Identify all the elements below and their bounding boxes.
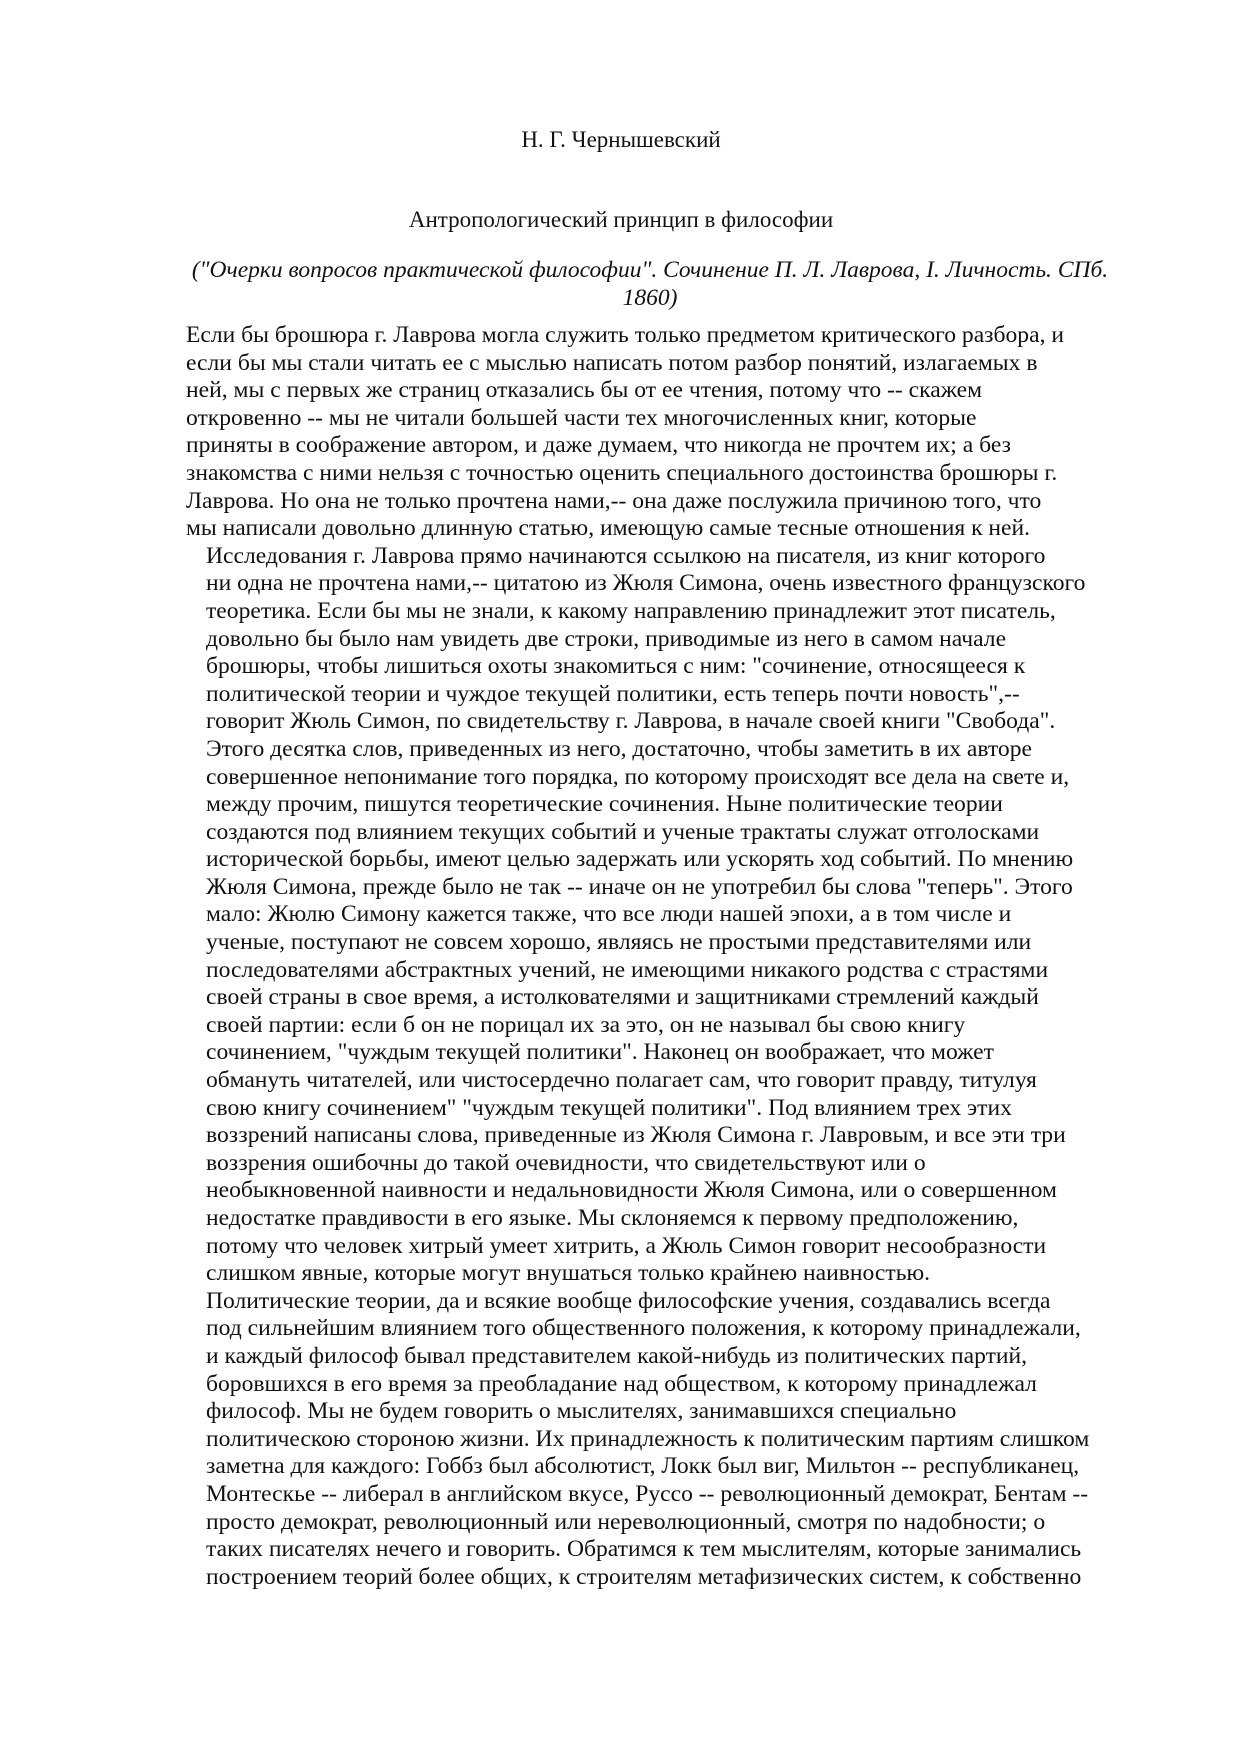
text-line: слишком явные, которые могут внушаться только крайнею наивностью. — [206, 1260, 930, 1287]
text-line: воззрения ошибочны до такой очевидности, что свидетельствуют или о — [206, 1149, 926, 1176]
paragraph — [186, 322, 1132, 543]
subtitle-line: СПб. 1860) — [622, 257, 1109, 311]
text-line: ни одна не прочтена нами,-- цитатою из Жюля Симона, очень известного французского — [206, 570, 1086, 597]
text-line: недостатке правдивости в его языке. Мы склоняемся к первому предположению, — [206, 1205, 1019, 1231]
text-line: боровшихся в его время за преобладание над обществом, к которому принадлежал — [206, 1370, 1037, 1397]
text-line: Этого десятка слов, приведенных из него, достаточно, чтобы заметить в их авторе — [206, 735, 1032, 762]
text-line: довольно бы было нам увидеть две строки, приводимые из него в самом начале — [206, 625, 1007, 652]
text-line: последователями абстрактных учений, не имеющими никакого родства с страстями — [206, 956, 1049, 983]
text-line: построением теорий более общих, к строителям метафизических систем, к собственно — [206, 1563, 1082, 1590]
text-line: воззрений написаны слова, приведенные из Жюля Симона г. Лавровым, и все эти три — [206, 1122, 1066, 1149]
text-line: Жюля Симона, прежде было не так -- иначе он не употребил бы слова "теперь". Этого — [206, 873, 1073, 900]
text-line: Монтескье -- либерал в английском вкусе, Руссо -- революционный демократ, Бентам -- — [206, 1480, 1089, 1507]
text-line: исторической борьбы, имеют целью задержать или ускорять ход событий. По мнению — [206, 846, 1074, 873]
text-line: Если бы брошюра г. Лаврова могла служить только предметом критического разбора, и — [186, 322, 1064, 348]
text-line: сочинением, "чуждым текущей политики". Наконец он воображает, что может — [206, 1039, 994, 1066]
text-line: создаются под влиянием текущих событий и ученые трактаты служат отголосками — [206, 818, 1040, 845]
text-line: необыкновенной наивности и недальновидности Жюля Симона, или о совершенном — [206, 1177, 1057, 1204]
text-line: Исследования г. Лаврова прямо начинаются ссылкою на писателя, из книг которого — [206, 542, 1046, 569]
text-line: приняты в соображение автором, и даже думаем, что никогда не прочтем их; а без — [186, 432, 1011, 459]
text-line: своей страны в свое время, а истолкователями и защитниками стремлений каждый — [206, 984, 1039, 1011]
text-line: откровенно -- мы не читали большей части тех многочисленных книг, которые — [186, 404, 977, 431]
text-line: таких писателях нечего и говорить. Обратимся к тем мыслителям, которые занимались — [206, 1536, 1082, 1563]
paragraph — [186, 1288, 1132, 1592]
text-line: философ. Мы не будем говорить о мыслителях, занимавшихся специально — [206, 1398, 957, 1425]
text-line: знакомства с ними нельзя с точностью оценить специального достоинства брошюры г. — [186, 459, 1058, 486]
text-line: ученые, поступают не совсем хорошо, являясь не простыми представителями или — [206, 929, 1032, 956]
text-line: между прочим, пишутся теоретические сочинения. Ныне политические теории — [206, 791, 1003, 818]
text-line: обмануть читателей, или чистосердечно полагает сам, что говорит правду, титулуя — [206, 1067, 1037, 1094]
text-line: свою книгу сочинением" "чуждым текущей политики". Под влиянием трех этих — [206, 1094, 1012, 1121]
article-title: Антропологический принцип в философии — [408, 207, 834, 232]
text-line: заметна для каждого: Гоббз был абсолютист, Локк был виг, Мильтон -- республиканец, — [206, 1453, 1080, 1480]
text-line: политической теории и чуждое текущей политики, есть теперь почти новость",-- — [206, 680, 1020, 707]
text-line: совершенное непонимание того порядка, по которому происходят все дела на свете и, — [206, 763, 1070, 790]
subtitle-line: ("Очерки вопросов практической философии". Сочинение П. Л. Лаврова, I. Личность. — [191, 257, 1052, 283]
author-name: Н. Г. Чернышевский — [521, 127, 721, 152]
text-line: теоретика. Если бы мы не знали, к какому направлению принадлежит этот писатель, — [206, 597, 1056, 624]
paragraph — [186, 543, 1132, 1288]
text-line: мы написали довольно длинную статью, имеющую самые тесные отношения к ней. — [186, 515, 1031, 542]
text-line: под сильнейшим влиянием того общественного положения, к которому принадлежали, — [206, 1315, 1081, 1342]
text-line: ней, мы с первых же страниц отказались бы от ее чтения, потому что -- скажем — [186, 377, 983, 404]
text-line: политическою стороною жизни. Их принадлежность к политическим партиям слишком — [206, 1425, 1090, 1452]
body-text — [186, 322, 1132, 1591]
text-line: Лаврова. Но она не только прочтена нами,-- она даже послужила причиною того, что — [186, 487, 1042, 514]
text-line: говорит Жюль Симон, по свидетельству г. Лаврова, в начале своей книги "Свобода". — [206, 708, 1056, 735]
text-line: и каждый философ бывал представителем какой-нибудь из политических партий, — [206, 1342, 1028, 1369]
text-line: мало: Жюлю Симону кажется также, что все люди нашей эпохи, а в том числе и — [206, 901, 1012, 928]
text-line: если бы мы стали читать ее с мыслью написать потом разбор понятий, излагаемых в — [186, 349, 1038, 376]
text-line: потому что человек хитрый умеет хитрить, а Жюль Симон говорит несообразности — [206, 1232, 1047, 1259]
text-line: своей партии: если б он не порицал их за это, он не называл бы свою книгу — [206, 1011, 966, 1038]
text-line: Политические теории, да и всякие вообще философские учения, создавались всегда — [206, 1287, 1051, 1314]
text-line: просто демократ, революционный или нереволюционный, смотря по надобности; о — [206, 1508, 1046, 1535]
article-subtitle — [180, 256, 1120, 312]
text-line: брошюры, чтобы лишиться охоты знакомиться с ним: "сочинение, относящееся к — [206, 653, 1026, 680]
